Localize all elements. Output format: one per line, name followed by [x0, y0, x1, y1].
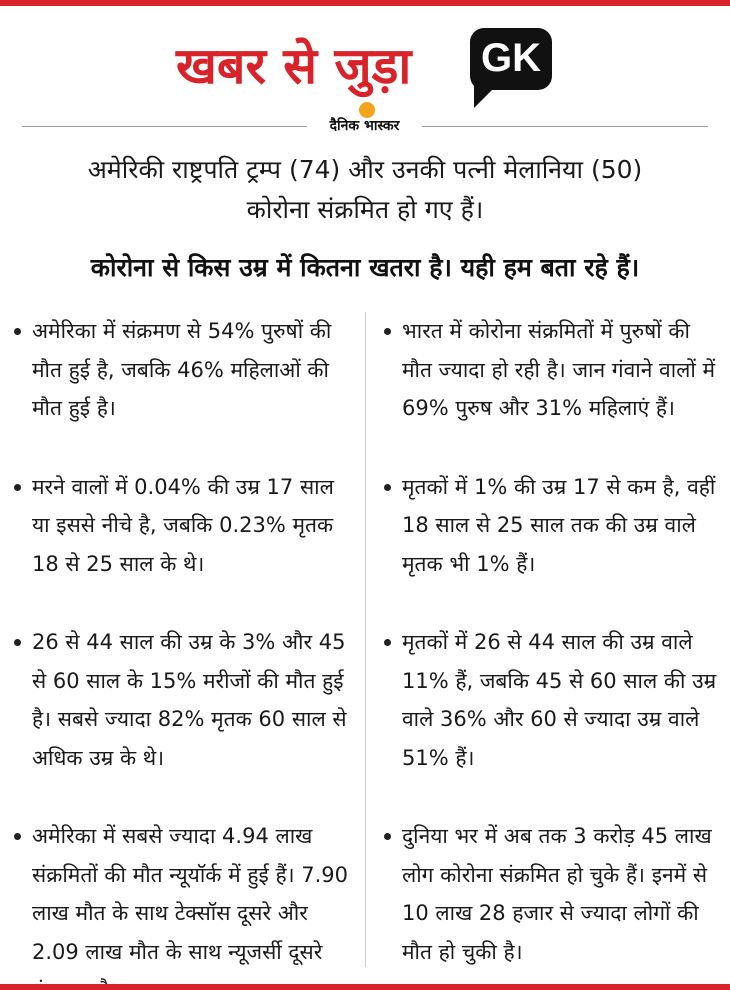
list-item-text: मृतकों में 26 से 44 साल की उम्र वाले 11% हैं, जबकि 45 से 60 साल की उम्र वाले 36% और 60 से ज्यादा उम्र वाले 51% हैं। [402, 630, 717, 770]
list-item [10, 623, 350, 777]
header [0, 22, 730, 112]
bullet-icon [384, 328, 391, 335]
column-divider [365, 312, 366, 967]
list-item [380, 312, 720, 428]
brand-name: दैनिक भास्कर [329, 118, 400, 134]
bottom-accent-bar [0, 984, 730, 990]
top-accent-bar [0, 0, 730, 6]
bullet-icon [14, 833, 21, 840]
list-item-text: अमेरिका में सबसे ज्यादा 4.94 लाख संक्रमितों की मौत न्यूयॉर्क में हुई हैं। 7.90 लाख मौत के साथ टेक्सॉस दूसरे और 2.09 लाख मौत के साथ न्यूजर्सी दूसरे [32, 824, 348, 964]
bullet-icon [384, 833, 391, 840]
list-item [10, 312, 350, 428]
list-item-text: अमेरिका में संक्रमण से 54% पुरुषों की मौत हुई है, जबकि 46% महिलाओं की मौत हुई है। [32, 319, 332, 420]
list-item [380, 623, 720, 777]
left-column [10, 312, 350, 990]
list-item [380, 468, 720, 584]
page-title: खबर से जुड़ा [176, 37, 412, 95]
intro-line-1: अमेरिकी राष्ट्रपति ट्रम्प (74) और उनकी पत्नी मेलानिया (50) [87, 155, 643, 184]
divider-right [422, 126, 708, 127]
list-item-text: मृतकों में 1% की उम्र 17 से कम है, वहीं 18 साल से 25 साल तक की उम्र वाले मृतक भी 1% हैं। [402, 474, 716, 576]
gk-badge [470, 28, 552, 90]
list-item-text: दुनिया भर में अब तक 3 करोड़ 45 लाख लोग कोरोना संक्रमित हो चुके हैं। इनमें से 10 लाख 28 हजार से ज्यादा लोगों की मौत हो चुकी है। [402, 824, 712, 964]
gk-badge-label: GK [481, 36, 541, 80]
bullet-icon [14, 328, 21, 335]
list-item-text: मरने वालों में 0.04% की उम्र 17 साल या इससे नीचे है, जबकि 0.23% मृतक 18 से 25 साल के थे। [32, 474, 334, 576]
bullet-icon [384, 484, 391, 491]
list-item [380, 817, 720, 971]
intro-line-2: कोरोना संक्रमित हो गए हैं। [246, 195, 484, 224]
list-item-text: 26 से 44 साल की उम्र के 3% और 45 से 60 साल के 15% मरीजों की मौत हुई है। सबसे ज्यादा 82% मृतक 60 साल से अधिक उम्र के थे। [32, 630, 347, 770]
list-item [10, 817, 350, 990]
brand-row [22, 116, 708, 136]
bullet-icon [14, 639, 21, 646]
bullet-icon [384, 639, 391, 646]
intro-headline: कोरोना से किस उम्र में कितना खतरा है। यही हम बता रहे हैं। [90, 253, 640, 282]
right-column [380, 312, 720, 990]
list-item [10, 468, 350, 584]
divider-left [22, 126, 307, 127]
bullet-icon [14, 484, 21, 491]
list-item-text: भारत में कोरोना संक्रमितों में पुरुषों की मौत ज्यादा हो रही है। जान गंवाने वालों में 69% पुरुष और 31% महिलाएं हैं। [402, 319, 716, 420]
intro-text [20, 150, 710, 230]
speech-bubble-tail-icon [474, 82, 500, 108]
